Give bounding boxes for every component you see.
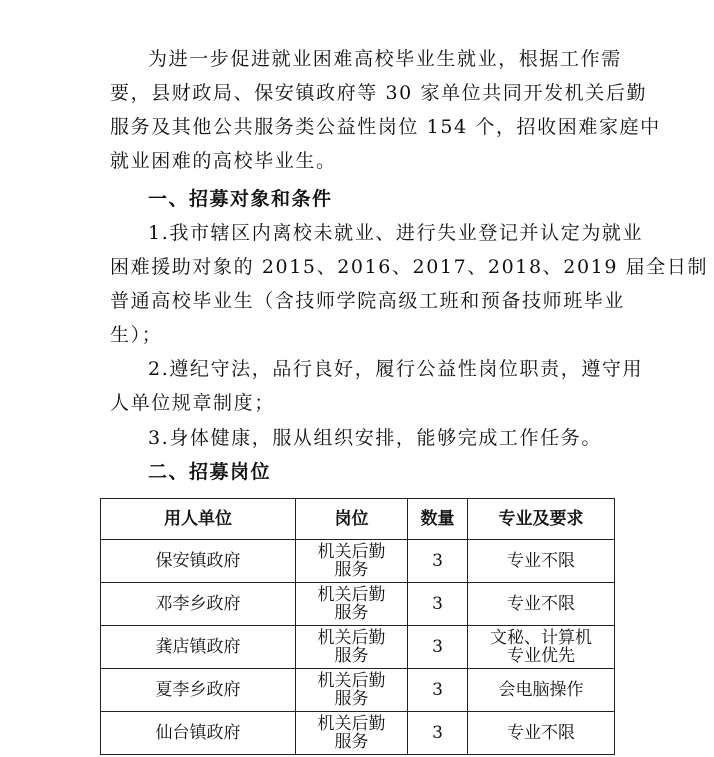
cell-count: 3 [408,583,468,626]
header-post: 岗位 [296,499,408,540]
cell-requirement [468,712,615,755]
cell-unit: 邓李乡政府 [101,583,296,626]
intro-line: 要，县财政局、保安镇政府等 30 家单位共同开发机关后勤 [110,82,648,104]
cell-unit: 夏李乡政府 [101,669,296,712]
cell-unit: 仙台镇政府 [101,712,296,755]
cell-requirement-line: 专业不限 [507,594,575,614]
cell-requirement-line: 会电脑操作 [498,680,584,700]
cell-post [296,583,408,626]
cell-post-line: 服务 [334,560,369,580]
header-unit: 用人单位 [101,499,296,540]
table-row [101,626,615,669]
cell-count: 3 [408,626,468,669]
header-count: 数量 [408,499,468,540]
cell-post-line: 服务 [334,603,369,623]
condition-line: 普通高校毕业生（含技师学院高级工班和预备技师班毕业 [110,290,626,312]
cell-post-line: 服务 [334,646,369,666]
cell-post-line: 机关后勤 [317,671,386,691]
positions-table [100,498,615,755]
cell-requirement-line: 专业优先 [507,646,575,666]
condition-line: 2.遵纪守法，品行良好，履行公益性岗位职责，遵守用 [148,358,644,380]
cell-post-line: 机关后勤 [317,628,386,648]
cell-post-line: 服务 [334,732,369,752]
condition-line: 困难援助对象的 2015、2016、2017、2018、2019 届全日制 [110,256,709,278]
cell-unit: 龚店镇政府 [101,626,296,669]
condition-line: 人单位规章制度； [110,392,275,414]
cell-count: 3 [408,669,468,712]
cell-post [296,540,408,583]
section-heading-1: 一、招募对象和条件 [148,188,333,210]
cell-requirement [468,669,615,712]
cell-post-line: 机关后勤 [317,542,386,562]
cell-count: 3 [408,540,468,583]
cell-unit: 保安镇政府 [101,540,296,583]
condition-line: 1.我市辖区内离校未就业、进行失业登记并认定为就业 [148,222,644,244]
header-requirement: 专业及要求 [468,499,615,540]
intro-paragraph [110,42,661,178]
table-row [101,540,615,583]
table-row [101,712,615,755]
cell-requirement [468,540,615,583]
intro-line: 就业困难的高校毕业生。 [110,150,337,172]
condition-item-1 [110,216,709,352]
cell-post-line: 机关后勤 [317,714,386,734]
cell-requirement-line: 专业不限 [507,723,575,743]
cell-post-line: 机关后勤 [317,585,386,605]
condition-line: 生）； [110,324,163,346]
intro-line: 为进一步促进就业困难高校毕业生就业，根据工作需 [148,48,622,70]
intro-line: 服务及其他公共服务类公益性岗位 154 个，招收困难家庭中 [110,116,661,138]
table-header-row [101,499,615,540]
cell-requirement [468,583,615,626]
condition-item-3 [110,421,610,455]
cell-requirement-line: 文秘、计算机 [490,628,592,648]
table-row [101,669,615,712]
cell-count: 3 [408,712,468,755]
condition-item-2 [110,352,644,420]
section-heading-2: 二、招募岗位 [148,461,272,483]
cell-post [296,712,408,755]
table-row [101,583,615,626]
cell-post-line: 服务 [334,689,369,709]
condition-line: 3.身体健康，服从组织安排，能够完成工作任务。 [148,427,602,449]
cell-requirement-line: 专业不限 [507,551,575,571]
cell-post [296,626,408,669]
cell-post [296,669,408,712]
cell-requirement [468,626,615,669]
